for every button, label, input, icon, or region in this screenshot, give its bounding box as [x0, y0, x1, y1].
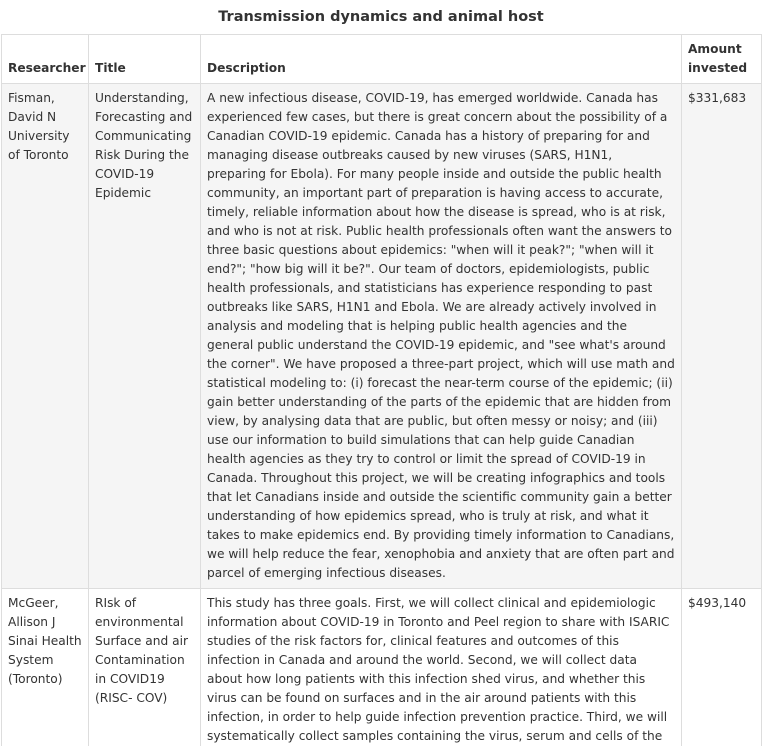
- column-header-description: Description: [201, 35, 682, 84]
- column-header-title: Title: [89, 35, 201, 84]
- funding-table: [1, 34, 762, 746]
- table-row: [2, 84, 762, 589]
- table-row: [2, 589, 762, 746]
- amount-cell: $493,140: [682, 589, 762, 746]
- amount-cell: $331,683: [682, 84, 762, 589]
- title-cell: RIsk of environmental Surface and air Contamination in COVID19 (RISC- COV): [89, 589, 201, 746]
- title-cell: Understanding, Forecasting and Communicating Risk During the COVID-19 Epidemic: [89, 84, 201, 589]
- description-cell: A new infectious disease, COVID-19, has emerged worldwide. Canada has experienced few cases, but there is great concern about the possibility of a Canadian COVID-19 epidemic. Canada has a history of preparing for and managing disease outbreaks caused by new viruses (SARS, H1N1, preparing for Ebola). For many people inside and outside the public health community, an important part of preparation is having access to accurate, timely, reliable information about how the disease is spread, who is at risk, and who is not at risk. Public health professionals often want the answers to three basic questions about epidemics: "when will it peak?"; "when will it end?"; "how big will it be?". Our team of doctors, epidemiologists, public health professionals, and statisticians has experience responding to past outbreaks like SARS, H1N1 and Ebola. We are already actively involved in analysis and modeling that is helping public health agencies and the general public understand the COVID-19 epidemic, and "see what's around the corner". We have proposed a three-part project, which will use math and statistical modeling to: (i) forecast the near-term course of the epidemic; (ii) gain better understanding of the parts of the epidemic that are hidden from view, by analysing data that are public, but often messy or noisy; and (iii) use our information to build simulations that can help guide Canadian health agencies as they try to control or limit the spread of COVID-19 in Canada. Throughout this project, we will be creating infographics and tools that let Canadians inside and outside the scientific community gain a better understanding of how epidemics spread, who is truly at risk, and what it takes to make epidemics end. By providing timely information to Canadians, we will help reduce the fear, xenophobia and anxiety that are often part and parcel of emerging infectious diseases.: [201, 84, 682, 589]
- researcher-cell: McGeer, Allison J Sinai Health System (Toronto): [2, 589, 89, 746]
- description-cell: This study has three goals. First, we will collect clinical and epidemiologic information about COVID-19 in Toronto and Peel region to share with ISARIC studies of the risk factors for, clinical features and outcomes of this infection in Canada and around the world. Second, we will collect data about how long patients with this infection shed virus, and whether this virus can be found on surfaces and in the air around patients with this infection, in order to help guide infection prevention practice. Third, we will systematically collect samples containing the virus, serum and cells of the: [201, 589, 682, 746]
- researcher-cell: Fisman, David N University of Toronto: [2, 84, 89, 589]
- column-header-researcher: Researcher: [2, 35, 89, 84]
- column-header-amount: Amount invested: [682, 35, 762, 84]
- table-caption: Transmission dynamics and animal host: [218, 9, 544, 25]
- header-row: [2, 35, 762, 84]
